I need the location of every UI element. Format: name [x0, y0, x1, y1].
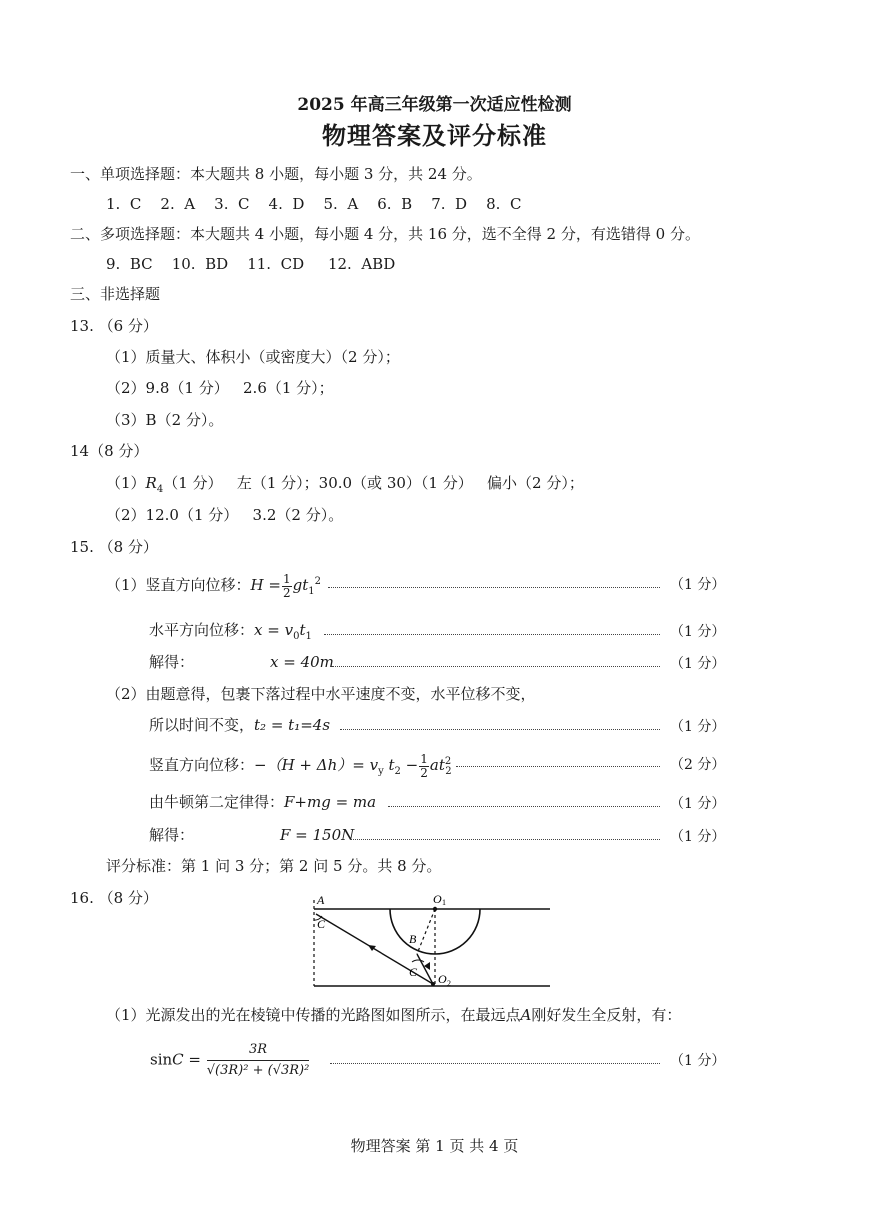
- exam-title: 2025 年高三年级第一次适应性检测: [297, 95, 572, 115]
- q16-points-1: （1 分）: [670, 1053, 726, 1069]
- leader-dots: [332, 666, 660, 667]
- point-o1: [433, 907, 437, 911]
- label-o2-sub: 2: [447, 979, 451, 988]
- section3-heading: 三、非选择题: [70, 285, 161, 303]
- q15-points-7: （1 分）: [670, 796, 726, 812]
- q15-line8-eq: F = 150N: [280, 826, 355, 844]
- q14-line2: （2）12.0（1 分） 3.2（2 分）。: [106, 506, 344, 524]
- q15-points-6: （2 分）: [670, 757, 726, 773]
- section1-heading: 一、单项选择题：本大题共 8 小题，每小题 3 分，共 24 分。: [70, 165, 482, 183]
- q13-title: 13. （6 分）: [70, 317, 158, 335]
- label-c2: C: [409, 965, 418, 979]
- q15-line1: （1）竖直方向位移：H = $\frac{1}{2}$ $gt_1^2$: [106, 571, 321, 600]
- label-b: B: [409, 932, 417, 946]
- q13-line3: （3）B（2 分）。: [106, 411, 224, 429]
- section2-answers: 9. BC 10. BD 11. CD 12. ABD: [106, 255, 396, 273]
- q15-points-8: （1 分）: [670, 829, 726, 845]
- q15-title: 15. （8 分）: [70, 538, 158, 556]
- label-o1-sub: 1: [442, 898, 446, 907]
- q13-line2: （2）9.8（1 分） 2.6（1 分）；: [106, 379, 334, 397]
- label-a: A: [317, 893, 325, 907]
- q15-scoring: 评分标准：第 1 问 3 分；第 2 问 5 分。共 8 分。: [106, 857, 442, 875]
- label-c: C: [317, 917, 326, 931]
- q15-line3-label: 解得：: [149, 653, 195, 671]
- q15-line7: 由牛顿第二定律得：F+mg = ma: [149, 793, 377, 811]
- q15-points-1: （1 分）: [670, 577, 726, 593]
- q15-points-2: （1 分）: [670, 624, 726, 640]
- q15-points-5: （1 分）: [670, 719, 726, 735]
- q15-line4: （2）由题意得，包裹下落过程中水平速度不变，水平位移不变，: [106, 685, 536, 703]
- leader-dots: [388, 806, 660, 807]
- leader-dots: [350, 839, 660, 840]
- q15-line2: 水平方向位移：$x = v_0t_1$: [149, 621, 312, 642]
- leader-dots: [330, 1063, 660, 1064]
- angle-arc-b: [412, 960, 424, 962]
- leader-dots: [324, 634, 660, 635]
- q15-line6: 竖直方向位移：$-(H + \Delta h)= v_y$ $t_2$ − $\frac{1}{2}$ $at^2_2$: [149, 751, 452, 780]
- q15-line5: 所以时间不变，t₂ = t₁=4s: [149, 716, 331, 734]
- label-o1: O: [433, 892, 442, 906]
- leader-dots: [328, 587, 660, 588]
- q14-title: 14（8 分）: [70, 442, 149, 460]
- q16-line2: sinC = $\frac{3R}{\text{√(3R)² + (√3R)²}}$: [150, 1042, 310, 1078]
- section2-heading: 二、多项选择题：本大题共 4 小题，每小题 4 分，共 16 分，选不全得 2 分，有选错得 0 分。: [70, 225, 700, 243]
- q16-line1: （1）光源发出的光在棱镜中传播的光路图如图所示，在最远点A刚好发生全反射，有：: [106, 1006, 682, 1024]
- page-footer: 物理答案 第 1 页 共 4 页: [350, 1137, 519, 1155]
- q15-line8-label: 解得：: [149, 826, 195, 844]
- q15-points-3: （1 分）: [670, 656, 726, 672]
- section1-answers: 1. C 2. A 3. C 4. D 5. A 6. B 7. D 8. C: [106, 195, 522, 213]
- q14-line1: $(1)R_4(1$ 分） 左（1 分）；30.0（或 30）（1 分） 偏小（2 分）；: [106, 474, 584, 495]
- leader-dots: [456, 766, 660, 767]
- q16-title: 16. （8 分）: [70, 889, 158, 907]
- q15-line3-eq: x = 40m: [270, 653, 334, 671]
- prism-optics-diagram: [300, 888, 560, 992]
- label-o2: O: [438, 972, 447, 986]
- point-o2: [431, 982, 435, 986]
- answer-key-title: 物理答案及评分标准: [322, 121, 547, 150]
- q13-line1: （1）质量大、体积小（或密度大）（2 分）；: [106, 348, 400, 366]
- arrow-head: [368, 945, 376, 951]
- leader-dots: [340, 729, 660, 730]
- radius-dashed-line: [417, 909, 435, 954]
